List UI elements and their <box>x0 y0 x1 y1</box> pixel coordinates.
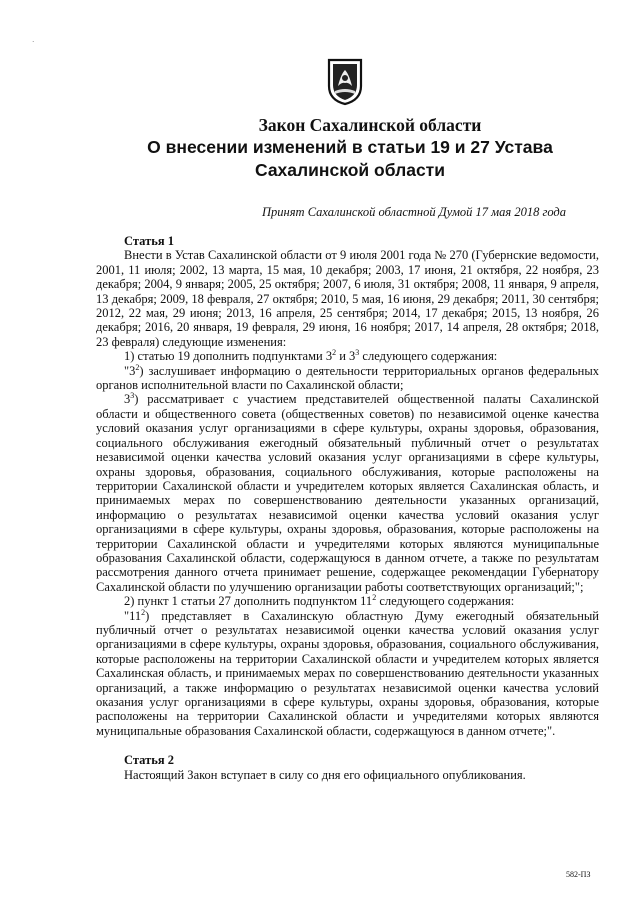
law-body <box>96 234 599 782</box>
document-code: 582-ПЗ <box>566 870 591 879</box>
article-2-text: Настоящий Закон вступает в силу со дня его официального опубликования. <box>124 767 526 782</box>
subitem-11-2: "$11^2$) представляет в Сахалинскую областную Думу ежегодный обязательный публичный отчет о результатах независимой оценки качества условий оказания услуг организациями в сфере культуры, охраны здоровья, образования, социального обслуживания, которые расположены на территории Сахалинской области и учредителем которых является Сахалинская область, и принимаемых мерах по совершенствованию деятельности указанных организаций, а также информацию о результатах независимой оценки качества условий оказания услуг организациями в сфере культуры, охраны здоровья, образования, которые расположены на территории Сахалинской области и учредителями которых являются муниципальные образования Сахалинской области, содержащуюся в данном отчете;". <box>96 607 599 738</box>
article-1-intro: Внести в Устав Сахалинской области от 9 июля 2001 года № 270 (Губернские ведомости, 2001, 11 июля; 2002, 13 марта, 15 мая, 10 декабря; 2003, 17 июня, 21 октября, 22 ноября, 23 декабря; 2004, 9 января; 2005, 25 октября; 2007, 6 июля, 31 октября; 2008, 11 января, 9 апреля, 13 декабря; 2009, 18 февраля, 27 октября; 2010, 5 мая, 16 июня, 29 декабря; 2011, 30 сентября; 2012, 22 мая, 29 июня; 2013, 16 апреля, 25 сентября; 2014, 17 декабря; 2015, 13 ноября, 26 декабря; 2016, 20 января, 19 февраля, 29 июня, 16 ноября; 2017, 14 апреля, 28 октября; 2018, 23 февраля) следующие изменения: <box>96 248 599 349</box>
subtitle-line-1: О внесении изменений в статьи 19 и 27 Устава <box>147 137 553 157</box>
coat-of-arms-icon <box>326 56 364 106</box>
item-1: 1) статью 19 дополнить подпунктами $3^2$ и $3^3$ следующего содержания: <box>124 348 498 364</box>
scan-mark: · <box>32 38 35 46</box>
item-2: 2) пункт 1 статьи 27 дополнить подпунктом $11^2$ следующего содержания: <box>124 593 515 609</box>
article-1-heading: Статья 1 <box>124 234 174 248</box>
article-2-heading: Статья 2 <box>124 753 174 768</box>
subitem-3-2: "$3^2$) заслушивает информацию о деятельности территориальных органов федеральных органов исполнительной власти по Сахалинской области; <box>96 362 599 393</box>
adoption-note: Принят Сахалинской областной Думой 17 мая 2018 года <box>262 205 566 219</box>
subtitle-line-2: Сахалинской области <box>254 160 446 180</box>
law-title: Закон Сахалинской области <box>258 115 482 135</box>
subitem-3-3: $3^3$) рассматривает с участием представителей общественной палаты Сахалинской области и общественного совета (общественных советов) по независимой оценке качества условий оказания услуг организациями в сфере культуры, охраны здоровья, образования, социального обслуживания ежегодный обязательный публичный отчет о результатах независимой оценки качества условий оказания услуг организациями в сфере культуры, охраны здоровья, образования, социального обслуживания, которые расположены на территории Сахалинской области и учредителем которых является Сахалинская область, и принимаемых мерах по совершенствованию деятельности указанных организаций, информацию о результатах независимой оценки качества условий оказания услуг организациями в сфере культуры, охраны здоровья, образования, которые расположены на территории Сахалинской области и учредителями которых являются муниципальные образования Сахалинской области, содержащуюся в данном отчете, а также по результатам рассмотрения данного отчета принимает решение, содержащее рекомендации Губернатору Сахалинской области по улучшению организации работы соответствующих организаций;"; <box>96 391 599 594</box>
law-subtitle <box>140 136 560 182</box>
